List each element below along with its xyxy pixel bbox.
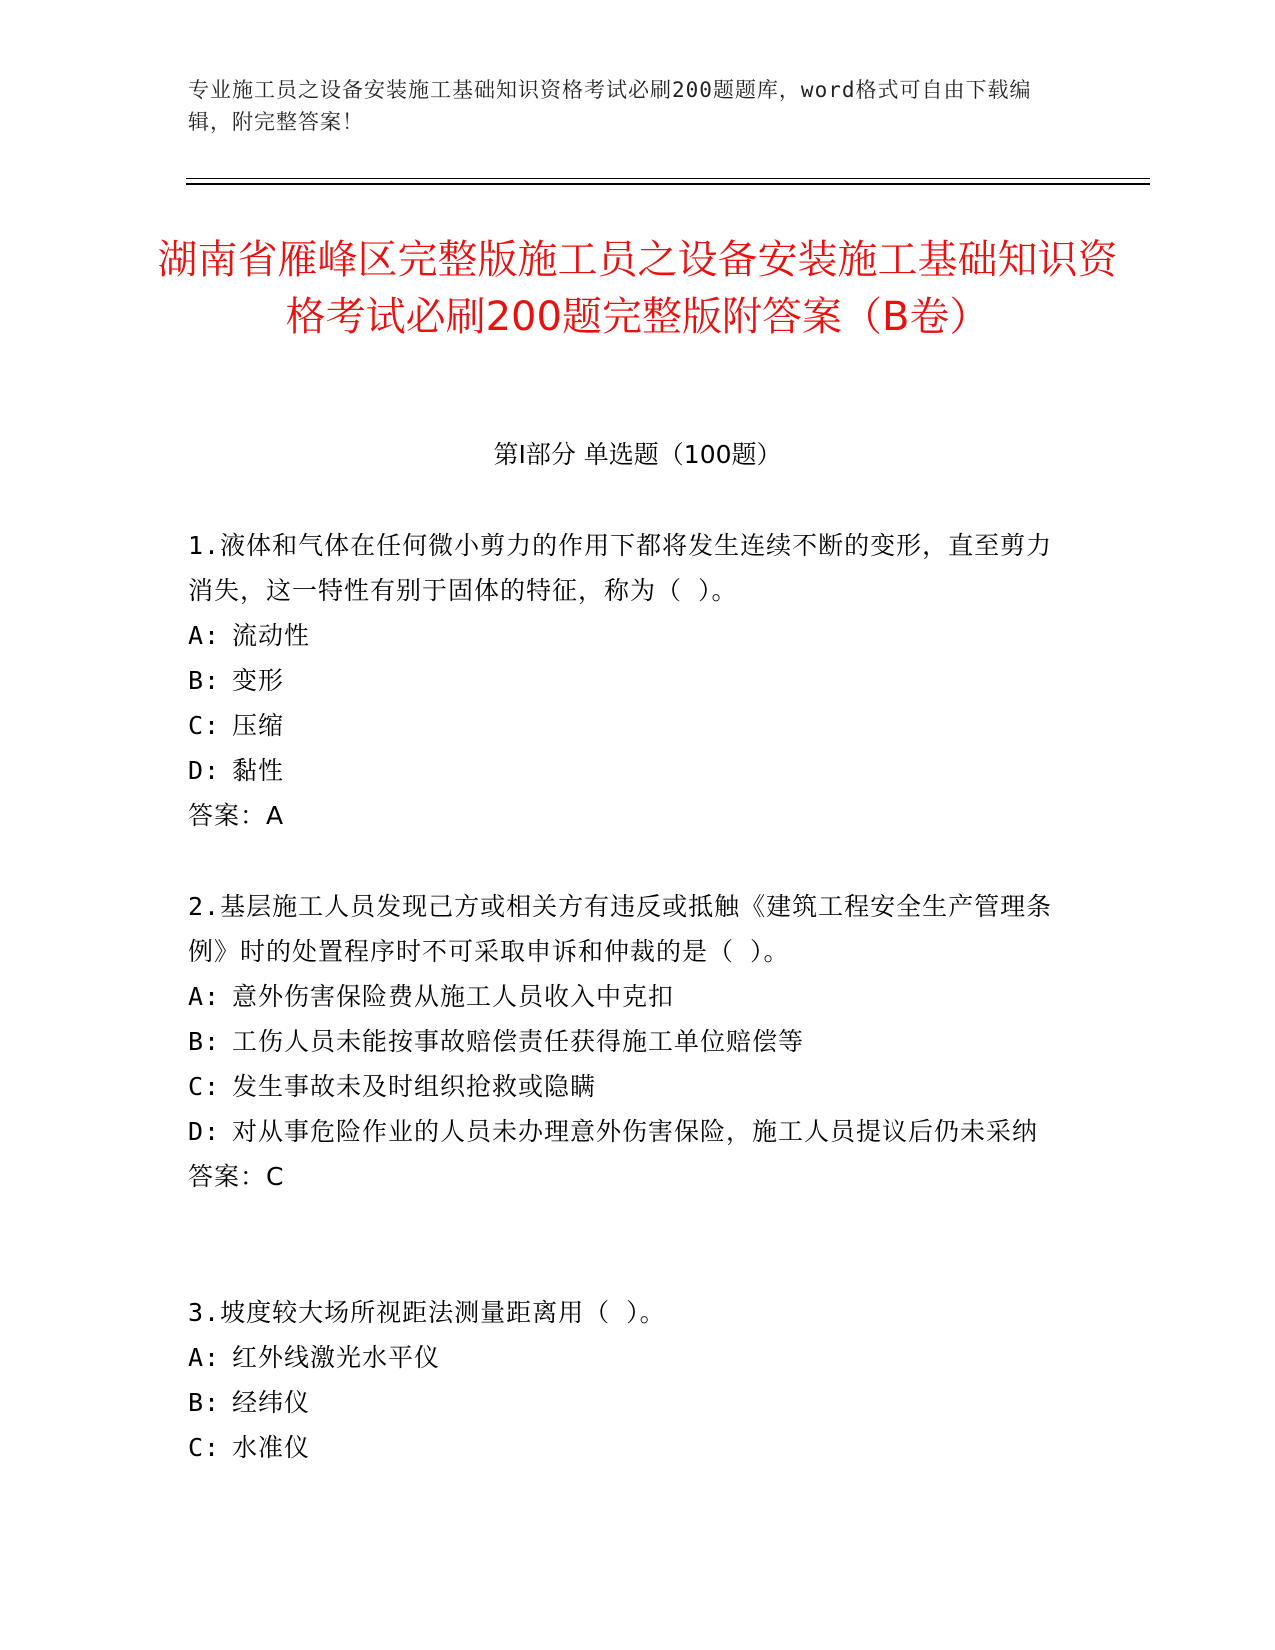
option-d: [188, 1109, 1068, 1154]
option-letter: C:: [188, 1072, 221, 1101]
option-text: 黏性: [232, 756, 285, 785]
option-text: 流动性: [232, 621, 311, 650]
option-c: [188, 1425, 1068, 1470]
option-letter: C:: [188, 1433, 221, 1462]
header-note: 专业施工员之设备安装施工基础知识资格考试必刷200题题库，word格式可自由下载编辑，附完整答案！: [188, 78, 1032, 134]
option-text: 压缩: [232, 711, 285, 740]
answer-line: 答案：A: [188, 801, 285, 830]
header-divider-thick: [186, 183, 1150, 185]
option-text: 红外线激光水平仪: [232, 1343, 441, 1372]
option-b: [188, 658, 1068, 703]
option-text: 意外伤害保险费从施工人员收入中克扣: [232, 982, 675, 1011]
option-letter: D:: [188, 756, 221, 785]
option-letter: A:: [188, 621, 221, 650]
option-letter: A:: [188, 1343, 221, 1372]
header-divider-thin: [186, 178, 1150, 179]
option-letter: C:: [188, 711, 221, 740]
question-3: [188, 1290, 1068, 1470]
option-text: 变形: [232, 666, 285, 695]
option-letter: A:: [188, 982, 221, 1011]
option-letter: B:: [188, 1388, 221, 1417]
option-text: 水准仪: [232, 1433, 311, 1462]
section-heading: 第Ⅰ部分 单选题（100题）: [493, 440, 782, 469]
option-letter: B:: [188, 666, 221, 695]
question-stem: 2.基层施工人员发现己方或相关方有违反或抵触《建筑工程安全生产管理条例》时的处置程序时不可采取申诉和仲裁的是（ ）。: [188, 892, 1053, 966]
question-1: [188, 523, 1068, 838]
document-title: 湖南省雁峰区完整版施工员之设备安装施工基础知识资格考试必刷200题完整版附答案（B卷）: [157, 237, 1118, 340]
option-text: 工伤人员未能按事故赔偿责任获得施工单位赔偿等: [232, 1027, 805, 1056]
question-stem: 3.坡度较大场所视距法测量距离用（ ）。: [188, 1298, 666, 1327]
option-b: [188, 1380, 1068, 1425]
option-a: [188, 613, 1068, 658]
option-d: [188, 748, 1068, 793]
option-letter: B:: [188, 1027, 221, 1056]
option-c: [188, 1064, 1068, 1109]
option-b: [188, 1019, 1068, 1064]
answer-line: 答案：C: [188, 1162, 285, 1191]
option-text: 发生事故未及时组织抢救或隐瞒: [232, 1072, 597, 1101]
option-text: 经纬仪: [232, 1388, 311, 1417]
option-letter: D:: [188, 1117, 221, 1146]
question-stem: 1.液体和气体在任何微小剪力的作用下都将发生连续不断的变形，直至剪力消失，这一特性有别于固体的特征，称为（ ）。: [188, 531, 1053, 605]
question-2: [188, 884, 1068, 1199]
option-text: 对从事危险作业的人员未办理意外伤害保险，施工人员提议后仍未采纳: [232, 1117, 1039, 1146]
option-c: [188, 703, 1068, 748]
option-a: [188, 1335, 1068, 1380]
option-a: [188, 974, 1068, 1019]
